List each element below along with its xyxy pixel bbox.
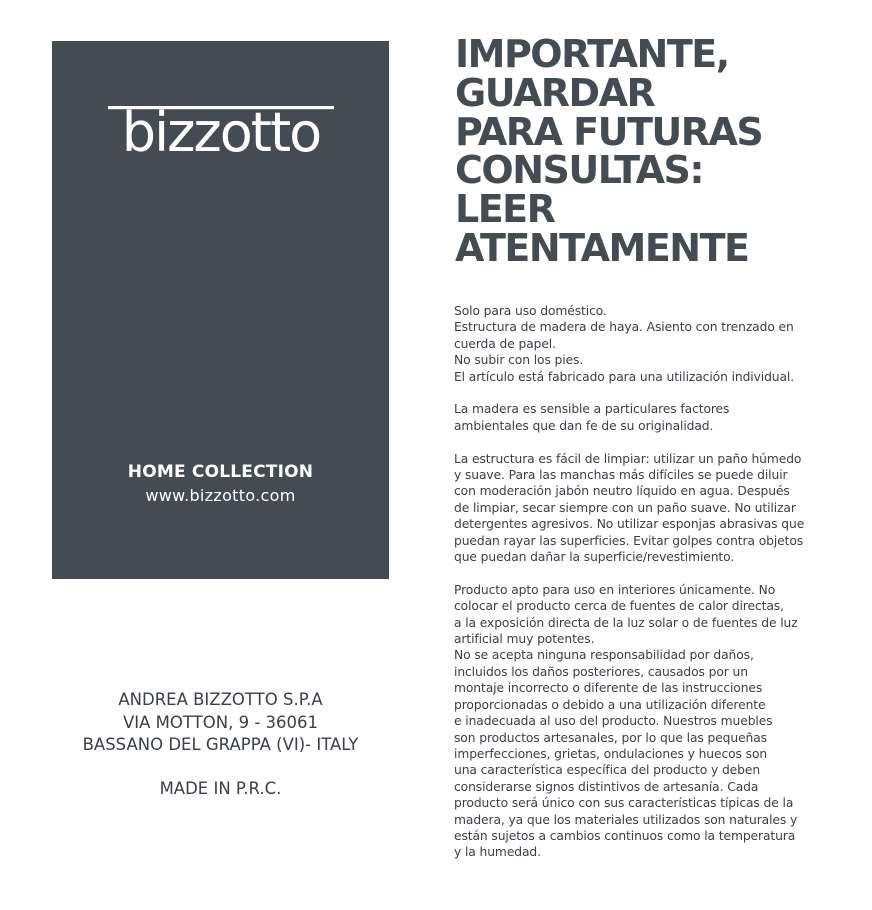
- headline-line: ATENTAMENTE: [455, 225, 749, 270]
- instructions-line: montaje incorrecto o diferente de las instrucciones: [454, 681, 763, 696]
- instructions-line: incluidos los daños posteriores, causados por un: [454, 664, 748, 679]
- headline-line: CONSULTAS:: [455, 148, 704, 193]
- instructions-line: El artículo está fabricado para una utilización individual.: [454, 369, 795, 384]
- instructions-line: proporcionadas o debido a una utilización diferente: [454, 697, 766, 712]
- instructions-line: La estructura es fácil de limpiar: utilizar un paño húmedo: [454, 451, 802, 466]
- instructions-line: colocar el producto cerca de fuentes de calor directas,: [454, 599, 784, 614]
- instructions-line: y suave. Para las manchas más difíciles se puede diluir: [454, 468, 788, 483]
- instructions-line: y la humedad.: [454, 845, 541, 860]
- company-name: ANDREA BIZZOTTO S.P.A: [118, 690, 323, 709]
- instructions-line: imperfecciones, grietas, ondulaciones y huecos son: [454, 746, 768, 761]
- instructions-line: No subir con los pies.: [454, 353, 584, 368]
- instructions-line: Solo para uso doméstico.: [454, 304, 607, 318]
- instructions-line: e inadecuada al uso del producto. Nuestros muebles: [454, 714, 773, 729]
- instructions-line: madera, ya que los materiales utilizados son naturales y: [454, 812, 798, 827]
- headline-line: GUARDAR: [455, 70, 655, 115]
- instructions-line: con moderación jabón neutro líquido en agua. Después: [454, 484, 790, 499]
- instructions-line: están sujetos a cambios continuos como la temperatura: [454, 828, 796, 843]
- headline-line: LEER: [455, 187, 555, 232]
- headline-line: PARA FUTURAS: [455, 109, 763, 154]
- bizzotto-logo: [52, 99, 389, 159]
- instructions-line: considerarse signos distintivos de artesanía. Cada: [454, 779, 759, 794]
- company-city: BASSANO DEL GRAPPA (VI)- ITALY: [82, 735, 359, 754]
- logo-text: bizzotto: [121, 101, 320, 159]
- instructions-line: a la exposición directa de la luz solar o de fuentes de luz: [454, 615, 798, 630]
- bizzotto-logo-icon: [106, 99, 336, 159]
- instructions-line: cuerda de papel.: [454, 336, 556, 351]
- home-collection-label: HOME COLLECTION: [127, 462, 314, 482]
- instructions-line: que puedan dañar la superficie/revestimiento.: [454, 550, 735, 565]
- instructions-line: puedan rayar las superficies. Evitar golpes contra objetos: [454, 533, 804, 548]
- instructions-paragraph: [454, 401, 854, 434]
- company-street: VIA MOTTON, 9 - 36061: [122, 712, 319, 732]
- instructions-paragraph: [454, 582, 854, 861]
- instructions-line: ambientales que dan fe de su originalidad.: [454, 418, 714, 433]
- company-address: [52, 689, 389, 757]
- instructions-line: de limpiar, secar siempre con un paño suave. No utilizar: [454, 500, 796, 515]
- instructions-line: una característica específica del producto y deben: [454, 763, 761, 778]
- instructions-line: detergentes agresivos. No utilizar esponjas abrasivas que: [454, 517, 805, 532]
- instructions-body: [454, 303, 854, 877]
- instructions-paragraph: [454, 451, 854, 566]
- instructions-paragraph: [454, 303, 854, 385]
- instructions-line: Producto apto para uso en interiores únicamente. No: [454, 582, 776, 597]
- website-link[interactable]: www.bizzotto.com: [145, 486, 296, 505]
- brand-panel: [52, 41, 389, 579]
- instructions-line: La madera es sensible a particulares factores: [454, 402, 730, 417]
- instructions-line: artificial muy potentes.: [454, 632, 595, 647]
- instructions-line: Estructura de madera de haya. Asiento con trenzado en: [454, 320, 794, 335]
- instructions-line: son productos artesanales, por lo que las pequeñas: [454, 730, 767, 745]
- instructions-line: No se acepta ninguna responsabilidad por daños,: [454, 648, 754, 663]
- made-in-label: MADE IN P.R.C.: [159, 779, 282, 798]
- instructions-line: producto será único con sus características típicas de la: [454, 796, 794, 811]
- headline-line: IMPORTANTE,: [455, 32, 729, 76]
- headline: [455, 32, 865, 270]
